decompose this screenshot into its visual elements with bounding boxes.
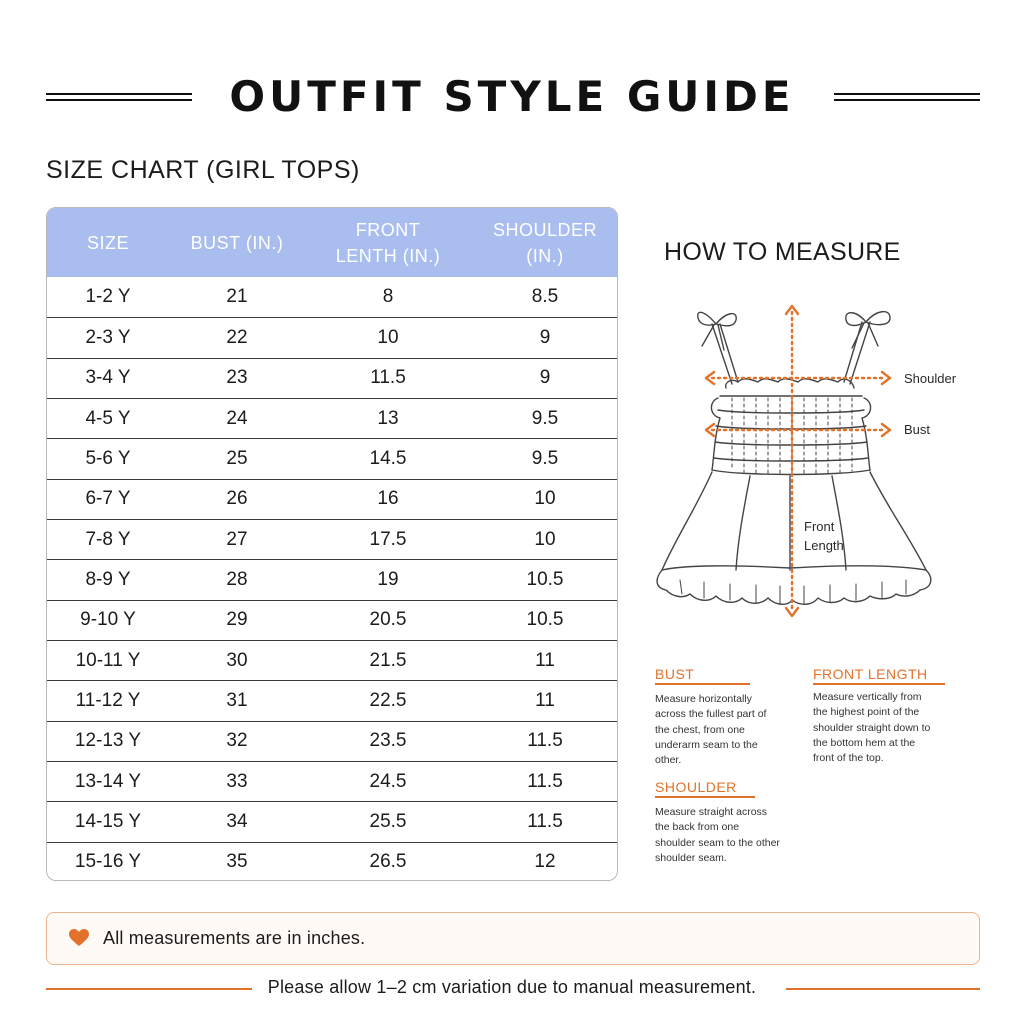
cell-front-length: 10 (377, 326, 399, 348)
cell-bust: 31 (226, 689, 248, 711)
cell-front-length: 17.5 (369, 528, 407, 550)
shoulder-info-title: SHOULDER (655, 779, 737, 795)
shoulder-info-line: the back from one (655, 821, 740, 834)
measurement-note (46, 912, 980, 965)
bust-info-line: across the fullest part of (655, 708, 767, 721)
section-subtitle: SIZE CHART (GIRL TOPS) (46, 156, 360, 184)
cell-shoulder: 8.5 (531, 286, 559, 308)
cell-front-length: 8 (382, 286, 394, 308)
shoulder-info-line: Measure straight across (655, 806, 768, 818)
cell-size: 12-13 Y (74, 730, 142, 752)
cell-front-length: 13 (377, 407, 399, 429)
cell-bust: 30 (226, 649, 248, 671)
cell-front-length: 26.5 (369, 851, 407, 873)
page-title: OUTFIT STYLE GUIDE (229, 72, 795, 121)
cell-shoulder: 10 (534, 488, 556, 510)
header-size-label: SIZE (86, 232, 129, 253)
cell-size: 2-3 Y (85, 326, 131, 348)
table-row (47, 640, 618, 680)
heart-icon (69, 929, 89, 947)
cell-shoulder: 11 (535, 649, 555, 671)
table-row (47, 721, 618, 761)
table-row (47, 680, 618, 720)
table-row (47, 801, 618, 841)
cell-size: 14-15 Y (74, 810, 142, 832)
shoulder-info-line: shoulder seam. (655, 851, 727, 864)
diagram-label-front: Front (804, 519, 835, 534)
cell-size: 7-8 Y (85, 528, 131, 550)
table-row (47, 317, 618, 357)
cell-size: 8-9 Y (85, 568, 131, 590)
footer-text: Please allow 1–2 cm variation due to manual measurement. (267, 977, 757, 997)
table-row (47, 479, 618, 519)
front-length-info-text (813, 690, 963, 766)
front-length-info-line: Measure vertically from (813, 691, 922, 703)
cell-bust: 33 (226, 770, 248, 792)
cell-bust: 26 (226, 488, 248, 510)
cell-bust: 22 (226, 326, 248, 348)
header-shoulder-label: SHOULDER (IN.) (492, 219, 598, 266)
cell-shoulder: 10 (534, 528, 556, 550)
table-row (47, 438, 618, 478)
cell-front-length: 22.5 (369, 689, 407, 711)
bust-info-line: the chest, from one (655, 723, 745, 736)
cell-bust: 32 (226, 730, 248, 752)
cell-front-length: 23.5 (369, 730, 407, 752)
header-front-length (305, 208, 471, 277)
cell-bust: 28 (226, 568, 248, 590)
cell-shoulder: 9 (539, 367, 551, 389)
cell-size: 4-5 Y (85, 407, 131, 429)
cell-front-length: 11.5 (370, 367, 406, 389)
bust-info-title: BUST (655, 666, 695, 682)
cell-front-length: 24.5 (369, 770, 407, 792)
header-bust-label: BUST (IN.) (190, 232, 284, 253)
header-shoulder (471, 208, 618, 277)
shoulder-info-line: shoulder seam to the other (655, 836, 780, 849)
size-chart-table (46, 207, 618, 881)
bust-info-rule (655, 683, 750, 685)
cell-front-length: 16 (377, 488, 399, 510)
cell-shoulder: 9 (539, 326, 551, 348)
shoulder-info-rule (655, 796, 755, 798)
cell-front-length: 19 (377, 568, 399, 590)
cell-shoulder: 10.5 (526, 568, 564, 590)
header-bust (169, 208, 305, 277)
cell-bust: 27 (226, 528, 248, 550)
cell-size: 9-10 Y (80, 609, 136, 631)
cell-shoulder: 9.5 (531, 447, 559, 469)
cell-shoulder: 9.5 (531, 407, 559, 429)
cell-size: 6-7 Y (85, 488, 131, 510)
cell-bust: 29 (226, 609, 248, 631)
table-row (47, 600, 618, 640)
cell-size: 13-14 Y (74, 770, 142, 792)
footer-rule-right (786, 988, 980, 990)
cell-shoulder: 12 (534, 851, 556, 873)
cell-size: 5-6 Y (85, 447, 131, 469)
front-length-info-line: the bottom hem at the (813, 736, 916, 749)
bust-info-text (655, 692, 795, 768)
cell-front-length: 20.5 (369, 609, 407, 631)
cell-bust: 24 (226, 407, 248, 429)
cell-bust: 21 (226, 286, 248, 308)
note-text: All measurements are in inches. (103, 928, 366, 948)
cell-size: 1-2 Y (85, 286, 131, 308)
cell-front-length: 14.5 (369, 447, 407, 469)
bust-info-line: Measure horizontally (655, 693, 752, 705)
cell-size: 3-4 Y (85, 367, 131, 389)
table-header (47, 208, 618, 277)
front-length-info-title: FRONT LENGTH (813, 666, 928, 682)
how-to-measure-title: HOW TO MEASURE (664, 238, 901, 266)
table-row (47, 842, 618, 881)
header-front-length-label: FRONT LENTH (IN.) (335, 219, 441, 266)
title-rule-right (834, 93, 980, 101)
table-body (47, 277, 618, 881)
header-size (47, 208, 169, 277)
diagram-label-length: Length (804, 538, 844, 553)
table-row (47, 277, 618, 317)
table-row (47, 398, 618, 438)
cell-shoulder: 11.5 (527, 730, 563, 752)
table-row (47, 559, 618, 599)
cell-bust: 23 (226, 367, 248, 389)
cell-size: 10-11 Y (75, 649, 141, 671)
dress-diagram (640, 298, 950, 628)
title-area (0, 74, 1024, 120)
cell-bust: 25 (226, 447, 248, 469)
cell-shoulder: 11.5 (527, 810, 563, 832)
cell-shoulder: 11.5 (527, 770, 563, 792)
front-length-info-line: shoulder straight down to (813, 721, 931, 734)
diagram-label-shoulder: Shoulder (904, 371, 957, 386)
front-length-info-rule (813, 683, 945, 685)
shoulder-info-text (655, 805, 805, 866)
cell-bust: 35 (226, 851, 248, 873)
table-row (47, 761, 618, 801)
table-row (47, 519, 618, 559)
front-length-info-line: the highest point of the (813, 706, 920, 719)
cell-shoulder: 11 (535, 689, 555, 711)
table-row (47, 358, 618, 398)
front-length-info-line: front of the top. (813, 752, 884, 765)
cell-shoulder: 10.5 (526, 609, 564, 631)
bust-info-line: underarm seam to the (655, 738, 758, 751)
cell-bust: 34 (226, 810, 248, 832)
cell-front-length: 25.5 (369, 810, 407, 832)
bust-info-line: other. (655, 754, 682, 767)
cell-size: 11-12 Y (75, 689, 141, 711)
cell-front-length: 21.5 (369, 649, 407, 671)
diagram-label-bust: Bust (904, 422, 931, 437)
cell-size: 15-16 Y (74, 851, 142, 873)
